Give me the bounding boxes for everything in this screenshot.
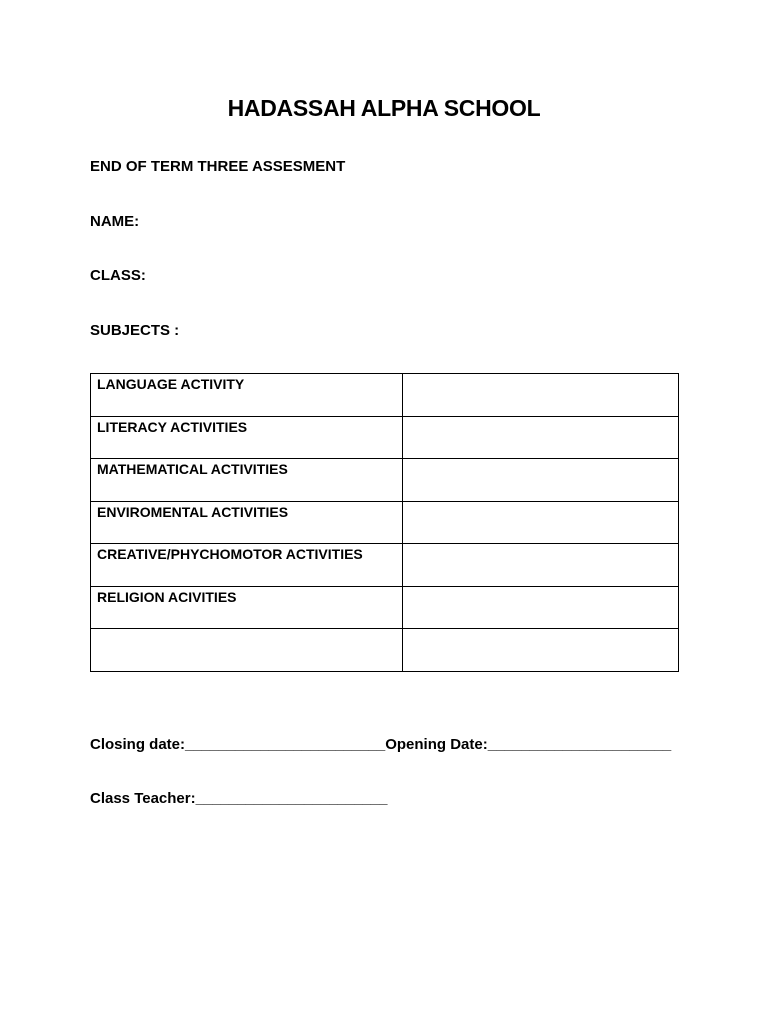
assessment-title: END OF TERM THREE ASSESMENT bbox=[90, 158, 346, 175]
table-row bbox=[91, 629, 679, 672]
subject-mark-cell bbox=[403, 459, 679, 502]
subjects-label: SUBJECTS : bbox=[90, 322, 180, 339]
school-title: HADASSAH ALPHA SCHOOL bbox=[227, 95, 541, 121]
subject-name-cell bbox=[91, 629, 403, 672]
subject-mark-cell bbox=[403, 374, 679, 417]
opening-date-label: Opening Date:______________________ bbox=[385, 736, 672, 753]
subject-mark-cell bbox=[403, 586, 679, 629]
table-row bbox=[91, 501, 679, 544]
subject-name-cell: LITERACY ACTIVITIES bbox=[91, 416, 403, 459]
table-row bbox=[91, 459, 679, 502]
subject-name-cell: LANGUAGE ACTIVITY bbox=[91, 374, 403, 417]
subject-name-cell: RELIGION ACIVITIES bbox=[91, 586, 403, 629]
subjects-table bbox=[90, 373, 679, 672]
table-row bbox=[91, 586, 679, 629]
subject-mark-cell bbox=[403, 629, 679, 672]
subject-name-cell: MATHEMATICAL ACTIVITIES bbox=[91, 459, 403, 502]
class-label: CLASS: bbox=[90, 267, 146, 284]
subject-name-cell: CREATIVE/PHYCHOMOTOR ACTIVITIES bbox=[91, 544, 403, 587]
closing-date-label: Closing date:________________________ bbox=[90, 736, 386, 753]
dates-line bbox=[90, 736, 671, 753]
table-row bbox=[91, 416, 679, 459]
name-label: NAME: bbox=[90, 213, 140, 230]
table-row bbox=[91, 374, 679, 417]
class-teacher-label: Class Teacher:_______________________ bbox=[90, 790, 388, 807]
table-row bbox=[91, 544, 679, 587]
subject-mark-cell bbox=[403, 501, 679, 544]
subject-name-cell: ENVIROMENTAL ACTIVITIES bbox=[91, 501, 403, 544]
subject-mark-cell bbox=[403, 416, 679, 459]
subject-mark-cell bbox=[403, 544, 679, 587]
